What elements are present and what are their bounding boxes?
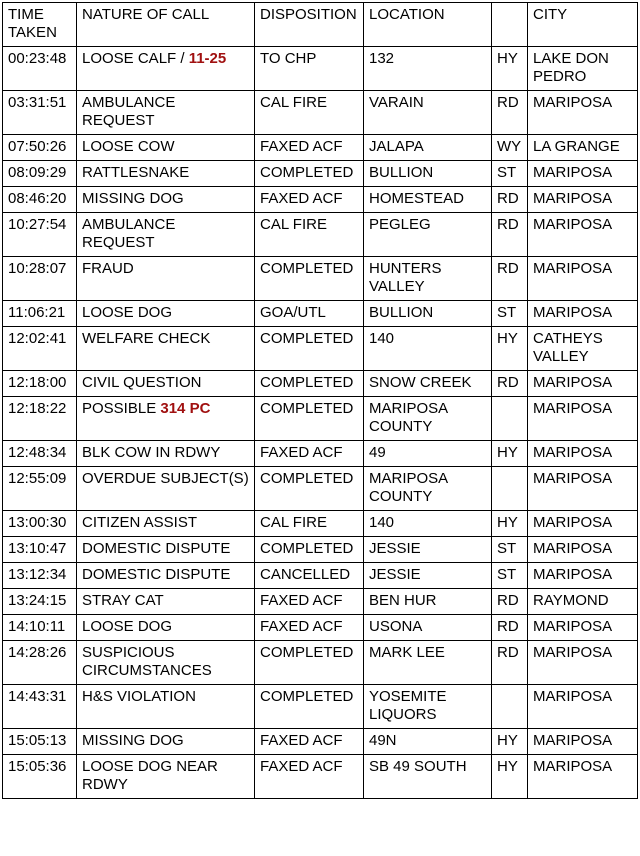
nature-text: BLK COW IN RDWY	[82, 444, 221, 461]
disposition-cell: FAXED ACF	[255, 589, 364, 615]
disposition-cell: FAXED ACF	[255, 729, 364, 755]
disposition-cell: FAXED ACF	[255, 615, 364, 641]
suffix-cell: RD	[492, 187, 528, 213]
header-time-line1: TIME	[8, 6, 44, 23]
location-cell: JESSIE	[364, 537, 492, 563]
table-row	[3, 371, 638, 397]
city-cell: RAYMOND	[528, 589, 638, 615]
location-cell: MARIPOSA COUNTY	[364, 467, 492, 511]
nature-text: FRAUD	[82, 260, 134, 277]
suffix-cell: RD	[492, 257, 528, 301]
location-cell: MARK LEE	[364, 641, 492, 685]
nature-cell	[77, 685, 255, 729]
table-row	[3, 729, 638, 755]
nature-cell	[77, 467, 255, 511]
disposition-cell: COMPLETED	[255, 537, 364, 563]
time-cell: 12:18:22	[3, 397, 77, 441]
city-cell: MARIPOSA	[528, 187, 638, 213]
suffix-cell: ST	[492, 563, 528, 589]
nature-cell	[77, 563, 255, 589]
city-cell: CATHEYS VALLEY	[528, 327, 638, 371]
nature-cell	[77, 441, 255, 467]
suffix-cell: ST	[492, 301, 528, 327]
city-cell: MARIPOSA	[528, 161, 638, 187]
suffix-cell: WY	[492, 135, 528, 161]
disposition-cell: CAL FIRE	[255, 511, 364, 537]
table-row	[3, 257, 638, 301]
suffix-cell: RD	[492, 371, 528, 397]
nature-cell	[77, 511, 255, 537]
time-cell: 08:09:29	[3, 161, 77, 187]
table-row	[3, 685, 638, 729]
suffix-cell	[492, 397, 528, 441]
location-cell: HOMESTEAD	[364, 187, 492, 213]
nature-cell	[77, 213, 255, 257]
nature-cell	[77, 589, 255, 615]
suffix-cell: ST	[492, 161, 528, 187]
table-row	[3, 615, 638, 641]
nature-text: CITIZEN ASSIST	[82, 514, 198, 531]
suffix-cell: HY	[492, 729, 528, 755]
city-cell: MARIPOSA	[528, 467, 638, 511]
nature-cell	[77, 615, 255, 641]
city-cell: MARIPOSA	[528, 91, 638, 135]
nature-cell	[77, 47, 255, 91]
disposition-cell: COMPLETED	[255, 467, 364, 511]
nature-cell	[77, 537, 255, 563]
header-location: LOCATION	[364, 3, 492, 47]
nature-text: AMBULANCE REQUEST	[82, 216, 176, 251]
disposition-cell: COMPLETED	[255, 257, 364, 301]
disposition-cell: COMPLETED	[255, 327, 364, 371]
location-cell: HUNTERS VALLEY	[364, 257, 492, 301]
nature-cell	[77, 161, 255, 187]
nature-cell	[77, 327, 255, 371]
nature-text: MISSING DOG	[82, 732, 184, 749]
location-cell: USONA	[364, 615, 492, 641]
time-cell: 13:10:47	[3, 537, 77, 563]
table-row	[3, 397, 638, 441]
time-cell: 03:31:51	[3, 91, 77, 135]
disposition-cell: GOA/UTL	[255, 301, 364, 327]
nature-code: 314 PC	[160, 400, 211, 417]
location-cell: 49N	[364, 729, 492, 755]
nature-cell	[77, 371, 255, 397]
disposition-cell: FAXED ACF	[255, 135, 364, 161]
table-row	[3, 47, 638, 91]
suffix-cell	[492, 467, 528, 511]
nature-text: AMBULANCE REQUEST	[82, 94, 176, 129]
city-cell: LAKE DON PEDRO	[528, 47, 638, 91]
table-row	[3, 563, 638, 589]
city-cell: MARIPOSA	[528, 301, 638, 327]
table-row	[3, 301, 638, 327]
nature-text: LOOSE CALF /	[82, 50, 189, 67]
header-time-line2: TAKEN	[8, 24, 57, 41]
nature-text: WELFARE CHECK	[82, 330, 211, 347]
time-cell: 12:48:34	[3, 441, 77, 467]
time-cell: 12:18:00	[3, 371, 77, 397]
table-row	[3, 589, 638, 615]
header-suffix	[492, 3, 528, 47]
location-cell: SB 49 SOUTH	[364, 755, 492, 799]
nature-text: LOOSE COW	[82, 138, 175, 155]
suffix-cell: RD	[492, 641, 528, 685]
location-cell: SNOW CREEK	[364, 371, 492, 397]
table-row	[3, 161, 638, 187]
nature-text: H&S VIOLATION	[82, 688, 196, 705]
table-row	[3, 537, 638, 563]
nature-cell	[77, 187, 255, 213]
disposition-cell: CAL FIRE	[255, 91, 364, 135]
nature-cell	[77, 91, 255, 135]
city-cell: MARIPOSA	[528, 213, 638, 257]
nature-text: OVERDUE SUBJECT(S)	[82, 470, 249, 487]
nature-text: LOOSE DOG NEAR RDWY	[82, 758, 218, 793]
time-cell: 07:50:26	[3, 135, 77, 161]
disposition-cell: CAL FIRE	[255, 213, 364, 257]
suffix-cell: HY	[492, 511, 528, 537]
table-row	[3, 511, 638, 537]
time-cell: 08:46:20	[3, 187, 77, 213]
city-cell: MARIPOSA	[528, 641, 638, 685]
header-nature-of-call: NATURE OF CALL	[77, 3, 255, 47]
nature-cell	[77, 641, 255, 685]
city-cell: MARIPOSA	[528, 729, 638, 755]
location-cell: 132	[364, 47, 492, 91]
call-log-table	[2, 2, 638, 799]
nature-text: DOMESTIC DISPUTE	[82, 566, 231, 583]
time-cell: 14:28:26	[3, 641, 77, 685]
time-cell: 13:00:30	[3, 511, 77, 537]
disposition-cell: COMPLETED	[255, 161, 364, 187]
location-cell: 140	[364, 327, 492, 371]
nature-text: STRAY CAT	[82, 592, 164, 609]
city-cell: MARIPOSA	[528, 615, 638, 641]
location-cell: 49	[364, 441, 492, 467]
header-disposition: DISPOSITION	[255, 3, 364, 47]
location-cell: VARAIN	[364, 91, 492, 135]
suffix-cell: ST	[492, 537, 528, 563]
disposition-cell: FAXED ACF	[255, 441, 364, 467]
time-cell: 15:05:13	[3, 729, 77, 755]
time-cell: 10:27:54	[3, 213, 77, 257]
suffix-cell: HY	[492, 755, 528, 799]
time-cell: 14:43:31	[3, 685, 77, 729]
time-cell: 12:55:09	[3, 467, 77, 511]
suffix-cell	[492, 685, 528, 729]
table-row	[3, 441, 638, 467]
header-row	[3, 3, 638, 47]
nature-text: SUSPICIOUS CIRCUMSTANCES	[82, 644, 212, 679]
time-cell: 14:10:11	[3, 615, 77, 641]
suffix-cell: RD	[492, 589, 528, 615]
suffix-cell: HY	[492, 327, 528, 371]
city-cell: MARIPOSA	[528, 371, 638, 397]
location-cell: PEGLEG	[364, 213, 492, 257]
nature-text: CIVIL QUESTION	[82, 374, 202, 391]
nature-cell	[77, 397, 255, 441]
city-cell: MARIPOSA	[528, 511, 638, 537]
time-cell: 13:12:34	[3, 563, 77, 589]
nature-cell	[77, 755, 255, 799]
table-row	[3, 187, 638, 213]
location-cell: BULLION	[364, 301, 492, 327]
disposition-cell: COMPLETED	[255, 685, 364, 729]
nature-text: POSSIBLE	[82, 400, 161, 417]
disposition-cell: COMPLETED	[255, 641, 364, 685]
city-cell: LA GRANGE	[528, 135, 638, 161]
city-cell: MARIPOSA	[528, 441, 638, 467]
city-cell: MARIPOSA	[528, 257, 638, 301]
suffix-cell: RD	[492, 213, 528, 257]
time-cell: 00:23:48	[3, 47, 77, 91]
time-cell: 11:06:21	[3, 301, 77, 327]
disposition-cell: COMPLETED	[255, 397, 364, 441]
disposition-cell: COMPLETED	[255, 371, 364, 397]
time-cell: 10:28:07	[3, 257, 77, 301]
nature-cell	[77, 135, 255, 161]
time-cell: 15:05:36	[3, 755, 77, 799]
table-row	[3, 213, 638, 257]
table-row	[3, 91, 638, 135]
suffix-cell: RD	[492, 615, 528, 641]
nature-cell	[77, 301, 255, 327]
table-row	[3, 755, 638, 799]
city-cell: MARIPOSA	[528, 685, 638, 729]
location-cell: JALAPA	[364, 135, 492, 161]
time-cell: 12:02:41	[3, 327, 77, 371]
nature-code: 11-25	[188, 50, 227, 67]
location-cell: 140	[364, 511, 492, 537]
table-row	[3, 467, 638, 511]
table-row	[3, 135, 638, 161]
nature-text: DOMESTIC DISPUTE	[82, 540, 231, 557]
header-time-taken	[3, 3, 77, 47]
nature-text: LOOSE DOG	[82, 304, 173, 321]
city-cell: MARIPOSA	[528, 537, 638, 563]
disposition-cell: FAXED ACF	[255, 755, 364, 799]
nature-text: LOOSE DOG	[82, 618, 173, 635]
nature-cell	[77, 257, 255, 301]
header-city: CITY	[528, 3, 638, 47]
table-row	[3, 327, 638, 371]
location-cell: BULLION	[364, 161, 492, 187]
nature-text: MISSING DOG	[82, 190, 184, 207]
city-cell: MARIPOSA	[528, 755, 638, 799]
disposition-cell: TO CHP	[255, 47, 364, 91]
nature-text: RATTLESNAKE	[82, 164, 190, 181]
location-cell: YOSEMITE LIQUORS	[364, 685, 492, 729]
city-cell: MARIPOSA	[528, 563, 638, 589]
nature-cell	[77, 729, 255, 755]
city-cell: MARIPOSA	[528, 397, 638, 441]
location-cell: BEN HUR	[364, 589, 492, 615]
suffix-cell: HY	[492, 441, 528, 467]
suffix-cell: HY	[492, 47, 528, 91]
time-cell: 13:24:15	[3, 589, 77, 615]
disposition-cell: FAXED ACF	[255, 187, 364, 213]
disposition-cell: CANCELLED	[255, 563, 364, 589]
location-cell: JESSIE	[364, 563, 492, 589]
table-row	[3, 641, 638, 685]
suffix-cell: RD	[492, 91, 528, 135]
location-cell: MARIPOSA COUNTY	[364, 397, 492, 441]
